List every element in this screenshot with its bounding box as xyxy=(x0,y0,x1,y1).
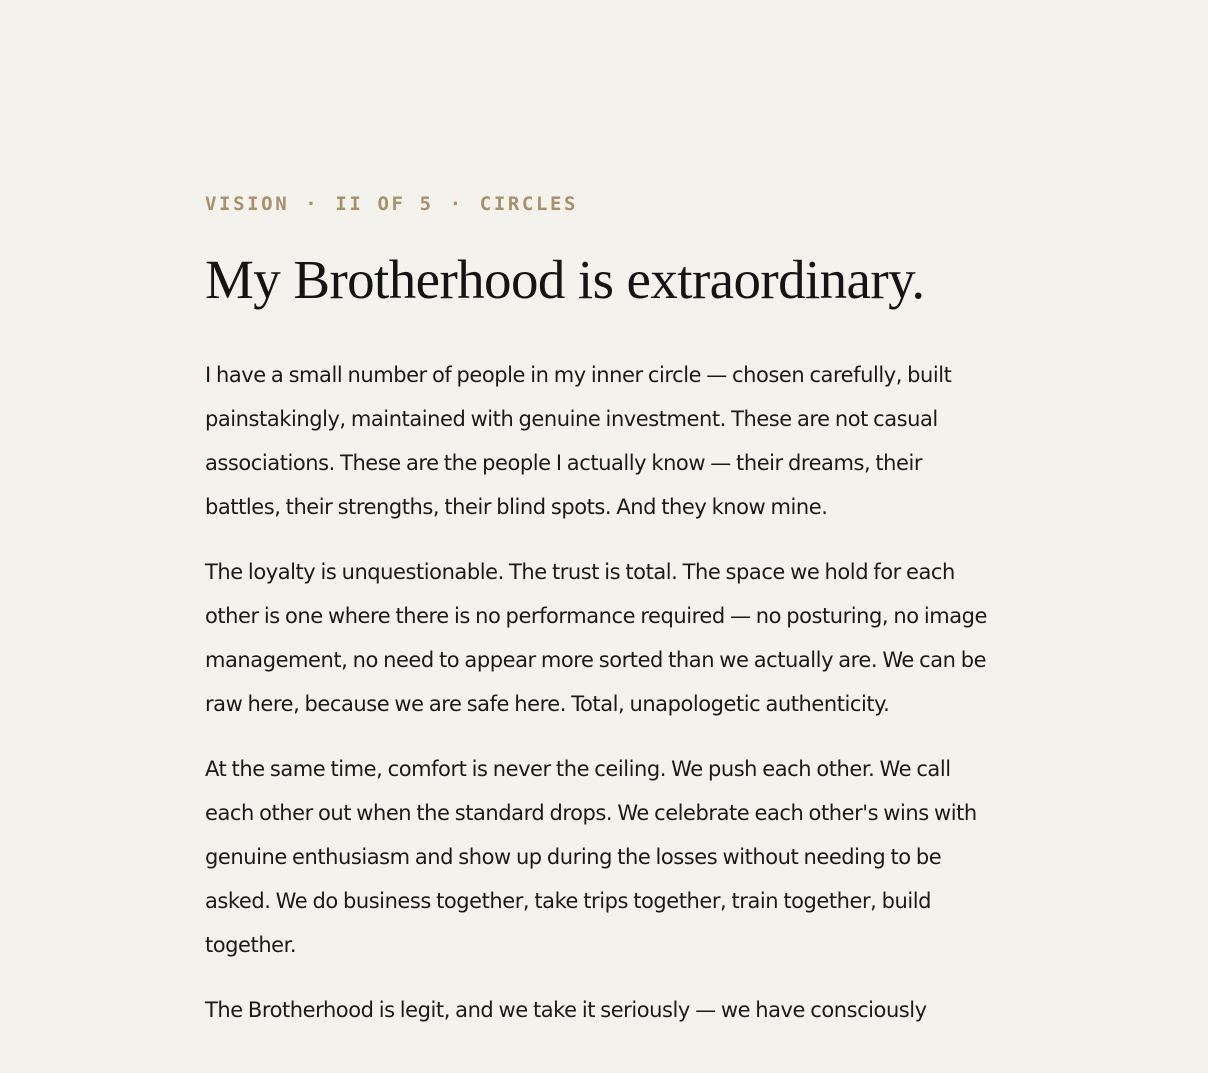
article-body xyxy=(205,353,1005,1032)
body-paragraph: I have a small number of people in my inner circle — chosen carefully, built painstakingly, maintained with genuine investment. These are not casual associations. These are the people I actually know — their dreams, their battles, their strengths, their blind spots. And they know mine. xyxy=(205,363,952,519)
body-paragraph: At the same time, comfort is never the ceiling. We push each other. We call each other out when the standard drops. We celebrate each other's wins with genuine enthusiasm and show up during the losses without needing to be asked. We do business together, take trips together, train together, build together. xyxy=(205,757,977,957)
eyebrow-section: VISION xyxy=(205,193,290,215)
body-paragraph: The Brotherhood is legit, and we take it seriously — we have consciously xyxy=(205,998,927,1022)
page-title: My Brotherhood is extraordinary. xyxy=(205,249,925,310)
section-eyebrow xyxy=(205,191,1005,217)
eyebrow-separator: · xyxy=(305,193,320,215)
eyebrow-topic: CIRCLES xyxy=(479,193,579,215)
body-paragraph: The loyalty is unquestionable. The trust is total. The space we hold for each other is one where there is no performance required — no posturing, no image management, no need to appear more sorted than we actually are. We can be raw here, because we are safe here. Total, unapologetic authenticity. xyxy=(205,560,988,716)
vision-article xyxy=(205,191,1005,1053)
eyebrow-separator: · xyxy=(449,193,464,215)
eyebrow-part: II OF 5 xyxy=(335,193,434,215)
